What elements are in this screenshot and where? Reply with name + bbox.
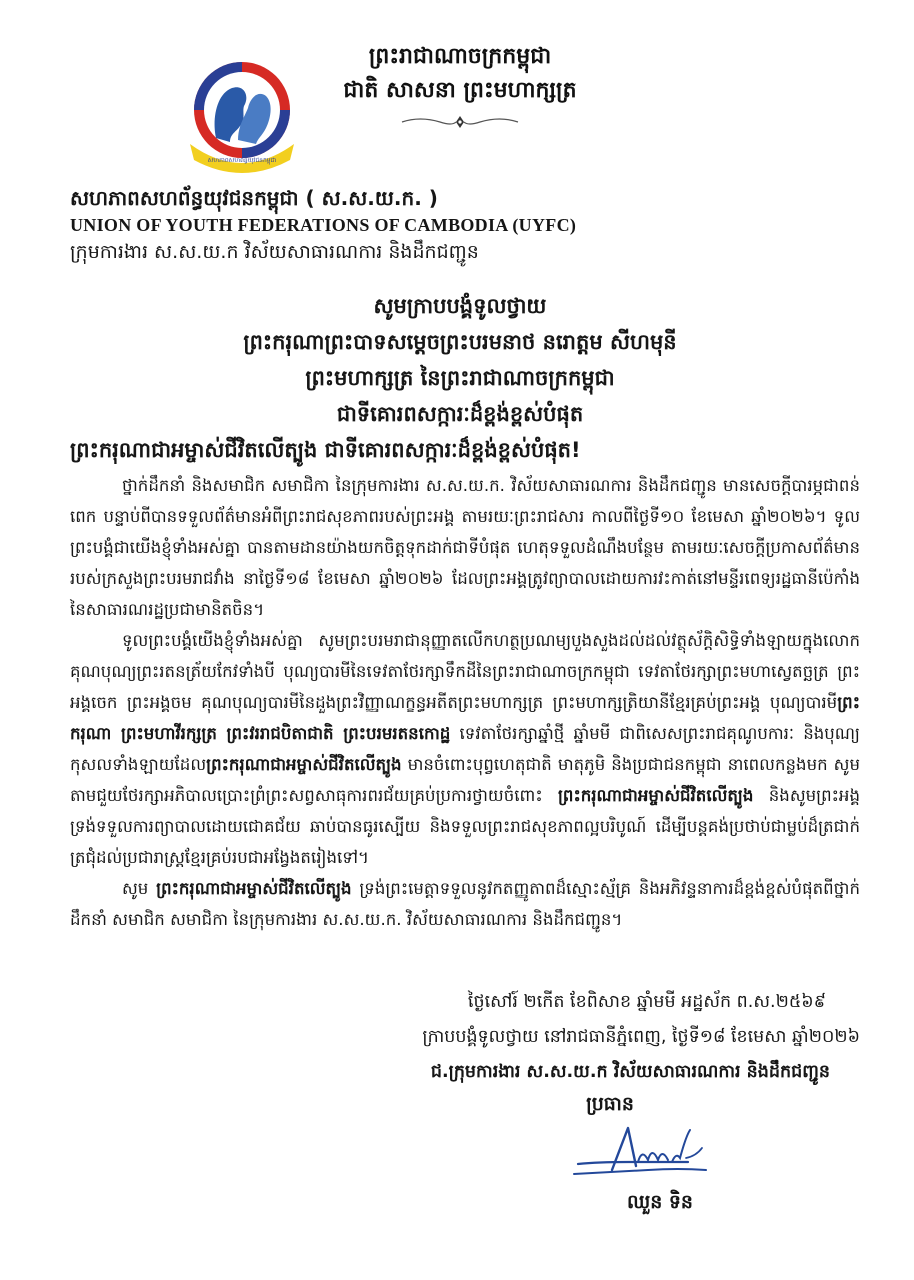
organization-sub-unit: ក្រុមការងារ ស.ស.យ.ក វិស័យសាធារណការ និងដឹកជញ្ជូន: [70, 241, 479, 263]
body-paragraph-3: [70, 873, 860, 935]
motto-line: ជាតិ សាសនា ព្រះមហាក្សត្រ: [343, 78, 577, 103]
body-text: មានចំពោះបុព្វហេតុជាតិ មាតុភូមិ និងប្រជាជនកម្ពុជា នាពេលកន្លងមក សូមតាមជួយថែរក្សាអភិបាលប្រោះព្រំព្រះសព្វសាធុការពរជ័យគ្រប់ប្រការថ្វាយចំពោះ: [70, 755, 860, 805]
uyfc-logo: [186, 60, 298, 174]
body-text: សូម: [122, 879, 157, 898]
on-behalf-line: ជ.ក្រុមការងារ ស.ស.យ.ក វិស័យសាធារណការ និងដឹកជញ្ជូន: [430, 1062, 830, 1082]
closing-block: [70, 985, 860, 1090]
addressee-line: ព្រះមហាក្សត្រ នៃព្រះរាជាណាចក្រកម្ពុជា: [305, 366, 615, 390]
signer-position: ប្រធាន: [586, 1093, 634, 1115]
letter-body: [70, 470, 860, 935]
signature-icon: [568, 1122, 718, 1188]
body-text: ទូលព្រះបង្គំយើងខ្ញុំទាំងអស់គ្នា សូមព្រះបរមរាជានុញ្ញាតលើកហត្ថប្រណម្យបួងសួងដល់ដល់វត្ថុស័ក្តិសិទ្ធិទាំងឡាយក្នុងលោក គុណបុណ្យព្រះរតនត្រ័យកែវទាំងបី បុណ្យបារមីនៃទេវតាថែរក្សាទឹកដីនៃព្រះរាជាណាចក្រកម្ពុជា ទេវតាថែរក្សាព្រះមហាស្វេតច្ឆត្រ ព្រះអង្គចេក ព្រះអង្គចម គុណបុណ្យបារមីនៃដួងព្រះវិញ្ញាណក្ខន្ធអតីតព្រះមហាក្សត្រ ព្រះមហាក្សត្រិយានីខ្មែរគ្រប់ព្រះអង្គ បុណ្យបារមី: [70, 631, 860, 712]
addressee-line: ព្រះករុណាព្រះបាទសម្តេចព្រះបរមនាថ នរោត្តម សីហមុនី: [243, 330, 677, 354]
body-text: និងសូមព្រះអង្គទ្រង់ទទួលការព្យាបាលដោយជោគជ័យ ឆាប់បានធូរស្បើយ និងទទួលព្រះរាជសុខភាពល្អបរិបូណ៍ ដើម្បីបន្តគង់ប្រថាប់ជាម្លប់ដ៏ត្រជាក់ត្រជុំដល់ប្រជារាស្ត្រខ្មែរគ្រប់របជាអង្វែងតរៀងទៅ។: [70, 786, 860, 867]
body-bold-text: ព្រះករុណា ព្រះមហាវីរក្សត្រ ព្រះវររាជបិតាជាតិ ព្រះបរមរតនកោដ្ឋ: [70, 693, 860, 743]
organization-name-en: UNION OF YOUTH FEDERATIONS OF CAMBODIA (UYFC): [70, 215, 577, 235]
body-bold-text: ព្រះករុណាជាអម្ចាស់ជីវិតលើត្បូង: [557, 786, 754, 805]
salutation: ព្រះករុណាជាអម្ចាស់ជីវិតលើត្បូង ជាទីគោរពសក្ការៈដ៏ខ្ពង់ខ្ពស់បំផុត!: [70, 438, 581, 462]
organization-block: [70, 184, 870, 266]
body-bold-text: ព្រះករុណាជាអម្ចាស់ជីវិតលើត្បូង: [156, 879, 352, 898]
body-text: ទ្រង់ព្រះមេត្តាទទួលនូវកតញ្ញូតាពដ៏ស្មោះស្ម័គ្រ និងអភិវន្ទនាការដ៏ខ្ពង់ខ្ពស់បំផុតពីថ្នាក់ដឹកនាំ សមាជិក សមាជិកា នៃក្រុមការងារ ស.ស.យ.ក. វិស័យសាធារណការ និងដឹកជញ្ជូន។: [70, 879, 861, 929]
organization-name-kh: សហភាពសហព័ន្ធយុវជនកម្ពុជា ( ស.ស.យ.ក. ): [70, 186, 438, 210]
addressee-line: ជាទីគោរពសក្ការៈដ៏ខ្ពង់ខ្ពស់បំផុត: [336, 402, 584, 426]
body-paragraph-1: ថ្នាក់ដឹកនាំ និងសមាជិក សមាជិកា នៃក្រុមការងារ ស.ស.យ.ក. វិស័យសាធារណការ និងដឹកជញ្ជូន មានសេចក្តីបារម្ភជាពន់ពេក បន្ទាប់ពីបានទទួលព័ត៌មានអំពីព្រះរាជសុខភាពរបស់ព្រះអង្គ តាមរយៈព្រះរាជសារ កាលពីថ្ងៃទី១០ ខែមេសា ឆ្នាំ២០២៦។ ទូលព្រះបង្គំជាយើងខ្ញុំទាំងអស់គ្នា បានតាមដានយ៉ាងយកចិត្តទុកដាក់ជាទីបំផុត ហេតុទទួលដំណឹងបន្ថែម តាមរយៈសេចក្តីប្រកាសព័ត៌មានរបស់ក្រសួងព្រះបរមរាជវាំង នាថ្ងៃទី១៨ ខែមេសា ឆ្នាំ២០២៦ ដែលព្រះអង្គត្រូវព្យាបាលដោយការវះកាត់នៅមន្ទីរពេទ្យរដ្ឋធានីប៉េកាំង នៃសាធារណរដ្ឋប្រជាមានិតចិន។: [70, 476, 860, 619]
kingdom-line: ព្រះរាជាណាចក្រកម្ពុជា: [368, 44, 552, 69]
body-paragraph-2: [70, 625, 860, 873]
ornament-divider-icon: [400, 114, 520, 130]
logo-banner-text: សហភាពសហព័ន្ធយុវជនកម្ពុជា: [207, 157, 277, 164]
signer-name: ឈួន ទិន: [627, 1191, 693, 1213]
body-bold-text: ព្រះករុណាជាអម្ចាស់ជីវិតលើត្បូង: [206, 755, 402, 774]
body-text: ទេវតាថែរក្សាឆ្នាំថ្មី ឆ្នាំមមី ជាពិសេសព្រះរាជគុណូបការៈ និងបុណ្យកុសលទាំងឡាយដែល: [70, 724, 861, 774]
addressee-line: សូមក្រាបបង្គំទូលថ្វាយ: [373, 294, 547, 318]
solar-date: ក្រាបបង្គំទូលថ្វាយ នៅរាជធានីភ្នំពេញ, ថ្ងៃទី១៨ ខែមេសា ឆ្នាំ២០២៦: [422, 1027, 860, 1047]
lunar-date: ថ្ងៃសៅរ៍ ២កើត ខែពិសាខ ឆ្នាំមមី អដ្ឋស័ក ព.ស.២៥៦៩: [467, 992, 826, 1012]
addressee-block: [70, 288, 850, 432]
letter-header: [300, 40, 620, 134]
